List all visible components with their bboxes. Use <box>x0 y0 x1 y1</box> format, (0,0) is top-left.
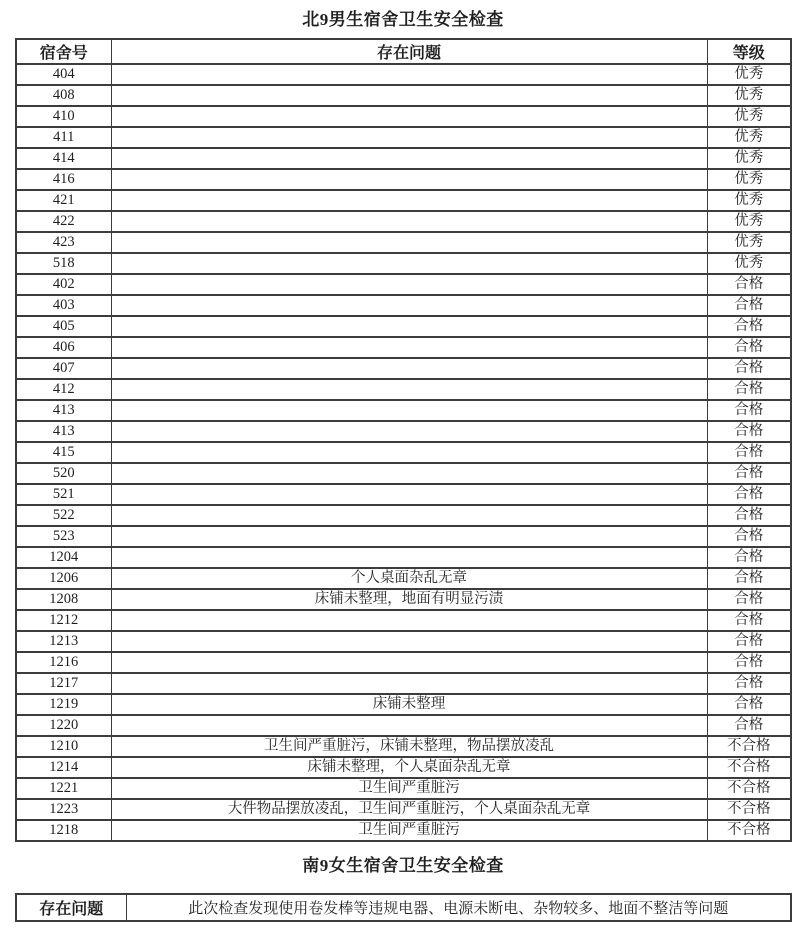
grade-cell: 不合格 <box>707 736 791 757</box>
table-row <box>16 526 791 547</box>
table-row <box>16 232 791 253</box>
room-number-cell: 421 <box>16 190 111 211</box>
grade-cell: 合格 <box>707 568 791 589</box>
room-number-cell: 522 <box>16 505 111 526</box>
problems-content-cell: 此次检查发现使用卷发棒等违规电器、电源未断电、杂物较多、地面不整洁等问题 <box>126 894 791 921</box>
table-row <box>16 757 791 778</box>
grade-cell: 合格 <box>707 379 791 400</box>
problems-cell <box>111 232 707 253</box>
problems-cell: 床铺未整理 <box>111 694 707 715</box>
room-number-cell: 1219 <box>16 694 111 715</box>
room-number-cell: 407 <box>16 358 111 379</box>
table-row <box>16 736 791 757</box>
north9-table-title: 北9男生宿舍卫生安全检查 <box>302 10 504 29</box>
room-number-cell: 422 <box>16 211 111 232</box>
grade-cell: 优秀 <box>707 232 791 253</box>
problems-cell <box>111 358 707 379</box>
table-row <box>16 778 791 799</box>
grade-cell: 优秀 <box>707 148 791 169</box>
problems-cell: 卫生间严重脏污，床铺未整理，物品摆放凌乱 <box>111 736 707 757</box>
grade-cell: 合格 <box>707 715 791 736</box>
grade-cell: 合格 <box>707 463 791 484</box>
grade-cell: 优秀 <box>707 127 791 148</box>
problems-cell <box>111 295 707 316</box>
room-number-cell: 405 <box>16 316 111 337</box>
room-number-cell: 413 <box>16 421 111 442</box>
table-row <box>16 253 791 274</box>
problems-cell <box>111 547 707 568</box>
room-number-cell: 1206 <box>16 568 111 589</box>
problems-cell <box>111 316 707 337</box>
table-row <box>16 421 791 442</box>
room-number-cell: 1223 <box>16 799 111 820</box>
room-number-cell: 404 <box>16 64 111 85</box>
problems-cell <box>111 253 707 274</box>
grade-cell: 合格 <box>707 673 791 694</box>
grade-cell: 合格 <box>707 610 791 631</box>
room-number-cell: 1204 <box>16 547 111 568</box>
grade-cell: 合格 <box>707 526 791 547</box>
header-row <box>16 39 791 64</box>
grade-cell: 不合格 <box>707 799 791 820</box>
table-row <box>16 169 791 190</box>
north9-inspection-table <box>15 38 792 842</box>
table-row <box>16 400 791 421</box>
problems-cell <box>111 190 707 211</box>
grade-cell: 合格 <box>707 484 791 505</box>
table-row <box>16 715 791 736</box>
problems-cell <box>111 631 707 652</box>
room-number-cell: 411 <box>16 127 111 148</box>
problems-cell <box>111 274 707 295</box>
problems-cell <box>111 127 707 148</box>
problems-cell <box>111 379 707 400</box>
table-row <box>16 85 791 106</box>
grade-cell: 不合格 <box>707 757 791 778</box>
grade-cell: 合格 <box>707 694 791 715</box>
table-row <box>16 484 791 505</box>
room-number-cell: 403 <box>16 295 111 316</box>
table-row <box>16 589 791 610</box>
problems-cell <box>111 337 707 358</box>
problems-cell <box>111 169 707 190</box>
problems-cell <box>111 148 707 169</box>
table-row <box>16 64 791 85</box>
room-number-cell: 1217 <box>16 673 111 694</box>
problems-cell: 床铺未整理，地面有明显污渍 <box>111 589 707 610</box>
grade-cell: 优秀 <box>707 106 791 127</box>
summary-row <box>16 894 791 921</box>
inspection-table-body <box>16 64 791 841</box>
problems-cell: 卫生间严重脏污 <box>111 820 707 841</box>
grade-cell: 优秀 <box>707 169 791 190</box>
table-row <box>16 211 791 232</box>
grade-cell: 合格 <box>707 589 791 610</box>
column-header-grade: 等级 <box>707 39 791 64</box>
room-number-cell: 1208 <box>16 589 111 610</box>
problems-cell <box>111 211 707 232</box>
room-number-cell: 410 <box>16 106 111 127</box>
problems-cell <box>111 442 707 463</box>
grade-cell: 合格 <box>707 505 791 526</box>
grade-cell: 合格 <box>707 421 791 442</box>
column-header-problems: 存在问题 <box>111 39 707 64</box>
problems-cell <box>111 526 707 547</box>
table-row <box>16 463 791 484</box>
room-number-cell: 406 <box>16 337 111 358</box>
grade-cell: 优秀 <box>707 64 791 85</box>
problems-cell <box>111 400 707 421</box>
room-number-cell: 521 <box>16 484 111 505</box>
room-number-cell: 1216 <box>16 652 111 673</box>
grade-cell: 合格 <box>707 274 791 295</box>
table-row <box>16 295 791 316</box>
grade-cell: 合格 <box>707 358 791 379</box>
grade-cell: 合格 <box>707 631 791 652</box>
table-row <box>16 316 791 337</box>
grade-cell: 不合格 <box>707 778 791 799</box>
south9-table-title: 南9女生宿舍卫生安全检查 <box>302 856 504 875</box>
room-number-cell: 1221 <box>16 778 111 799</box>
table-row <box>16 358 791 379</box>
room-number-cell: 402 <box>16 274 111 295</box>
problems-label-cell: 存在问题 <box>16 894 126 921</box>
table-row <box>16 337 791 358</box>
grade-cell: 合格 <box>707 400 791 421</box>
grade-cell: 不合格 <box>707 820 791 841</box>
grade-cell: 合格 <box>707 337 791 358</box>
problems-cell <box>111 505 707 526</box>
table-row <box>16 127 791 148</box>
table-row <box>16 190 791 211</box>
problems-cell <box>111 652 707 673</box>
table-row <box>16 568 791 589</box>
room-number-cell: 412 <box>16 379 111 400</box>
table-row <box>16 547 791 568</box>
room-number-cell: 414 <box>16 148 111 169</box>
problems-cell: 大件物品摆放凌乱，卫生间严重脏污，个人桌面杂乱无章 <box>111 799 707 820</box>
table-row <box>16 442 791 463</box>
problems-cell: 卫生间严重脏污 <box>111 778 707 799</box>
room-number-cell: 1212 <box>16 610 111 631</box>
problems-cell: 个人桌面杂乱无章 <box>111 568 707 589</box>
table-row <box>16 652 791 673</box>
grade-cell: 合格 <box>707 442 791 463</box>
south9-summary-table <box>15 893 792 922</box>
problems-cell <box>111 484 707 505</box>
table-row <box>16 505 791 526</box>
room-number-cell: 523 <box>16 526 111 547</box>
grade-cell: 优秀 <box>707 85 791 106</box>
grade-cell: 优秀 <box>707 190 791 211</box>
table-row <box>16 106 791 127</box>
table-row <box>16 799 791 820</box>
room-number-cell: 1210 <box>16 736 111 757</box>
grade-cell: 优秀 <box>707 211 791 232</box>
grade-cell: 合格 <box>707 316 791 337</box>
problems-cell <box>111 715 707 736</box>
grade-cell: 合格 <box>707 295 791 316</box>
room-number-cell: 1214 <box>16 757 111 778</box>
problems-cell <box>111 463 707 484</box>
problems-cell <box>111 85 707 106</box>
table-row <box>16 379 791 400</box>
room-number-cell: 413 <box>16 400 111 421</box>
problems-cell <box>111 64 707 85</box>
room-number-cell: 415 <box>16 442 111 463</box>
table-row <box>16 610 791 631</box>
problems-cell: 床铺未整理，个人桌面杂乱无章 <box>111 757 707 778</box>
grade-cell: 优秀 <box>707 253 791 274</box>
room-number-cell: 1220 <box>16 715 111 736</box>
table-row <box>16 631 791 652</box>
room-number-cell: 423 <box>16 232 111 253</box>
problems-cell <box>111 673 707 694</box>
room-number-cell: 416 <box>16 169 111 190</box>
table-row <box>16 673 791 694</box>
grade-cell: 合格 <box>707 547 791 568</box>
problems-cell <box>111 421 707 442</box>
room-number-cell: 1213 <box>16 631 111 652</box>
problems-cell <box>111 106 707 127</box>
problems-cell <box>111 610 707 631</box>
room-number-cell: 518 <box>16 253 111 274</box>
table-row <box>16 274 791 295</box>
table-row <box>16 694 791 715</box>
room-number-cell: 520 <box>16 463 111 484</box>
room-number-cell: 1218 <box>16 820 111 841</box>
grade-cell: 合格 <box>707 652 791 673</box>
column-header-room-number: 宿舍号 <box>16 39 111 64</box>
table-row <box>16 820 791 841</box>
table-row <box>16 148 791 169</box>
room-number-cell: 408 <box>16 85 111 106</box>
